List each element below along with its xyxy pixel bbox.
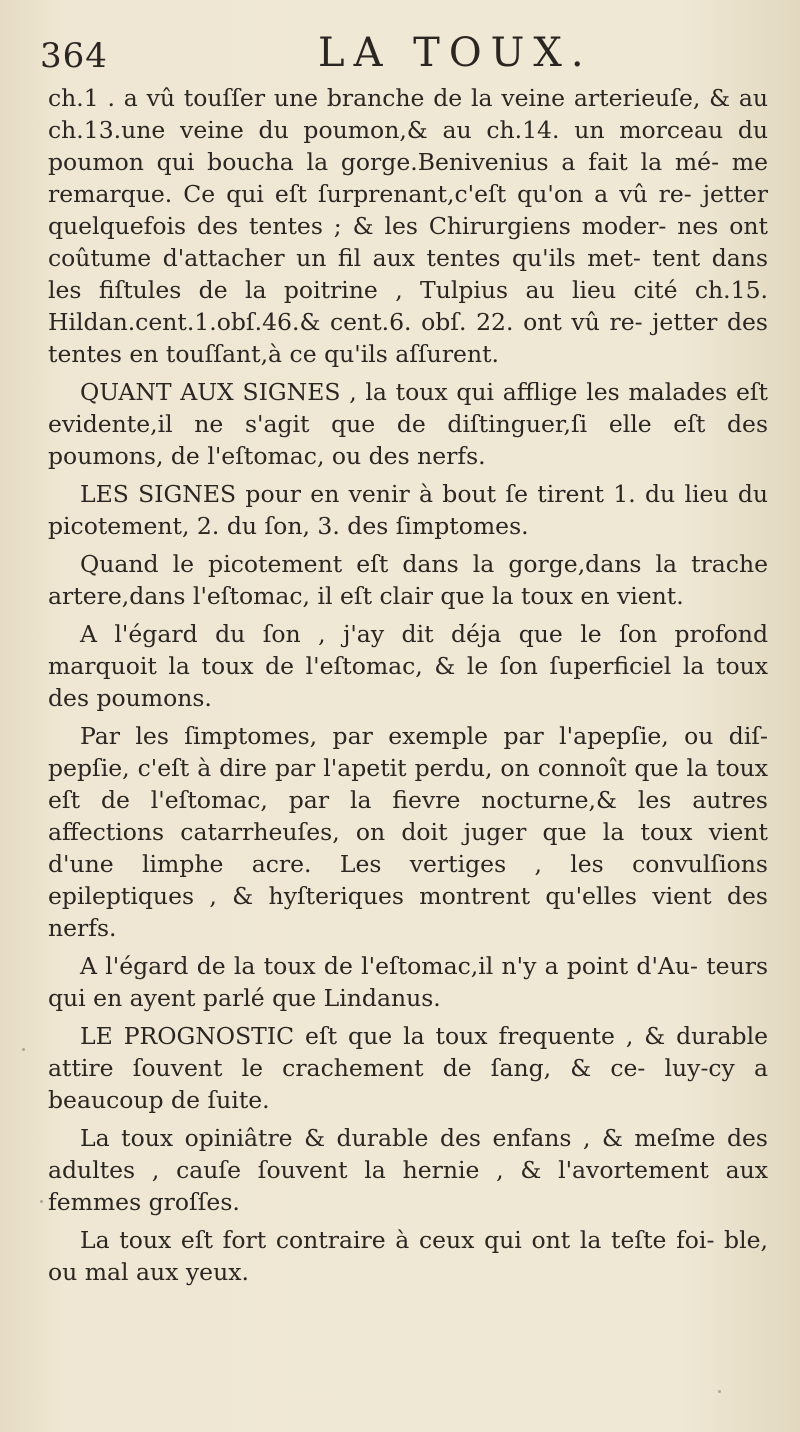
page-header [40,28,780,80]
paragraph-weak-head: La toux eſt fort contraire à ceux qui ont la teſte foi- ble, ou mal aux yeux. [48,1226,768,1286]
paragraph-signs-sources: LES SIGNES pour en venir à bout ſe tirent 1. du lieu du picotement, 2. du ſon, 3. des ſimptomes. [48,480,768,540]
paragraph-continuation: ch.1 . a vû touſſer une branche de la veine arterieuſe, & au ch.13.une veine du poumon,& au ch.14. un morceau du poumon qui boucha la gorge.Benivenius a fait la mé- me remarque. Ce qui eſt ſurprenant,c'eſt qu'on a vû re- jetter quelquefois des tentes ; & les Chirurgiens moder- nes ont coûtume d'attacher un fil aux tentes qu'ils met- tent dans les fiſtules de la poitrine , Tulpius au lieu cité ch.15. Hildan.cent.1.obſ.46.& cent.6. obſ. 22. ont vû re- jetter des tentes en touſſant,à ce qu'ils aſſurent. [48,84,768,368]
body-text [48,82,768,1288]
paragraph-children: La toux opiniâtre & durable des enfans , & meſme des adultes , cauſe ſouvent la hernie , & l'avortement aux femmes groſſes. [48,1124,768,1216]
ink-speck [40,1200,43,1203]
paragraph-stomach-cough: A l'égard de la toux de l'eſtomac,il n'y a point d'Au- teurs qui en ayent parlé que Lindanus. [48,952,768,1012]
ink-speck [22,1048,25,1051]
running-title: LA TOUX. [318,30,593,76]
ink-speck [718,1390,721,1393]
paragraph-signs: QUANT AUX SIGNES , la toux qui afflige les malades eſt evidente,il ne s'agit que de diſtinguer,ſi elle eſt des poumons, de l'eſtomac, ou des nerfs. [48,378,768,470]
page-number: 364 [40,36,108,76]
paragraph-itching: Quand le picotement eſt dans la gorge,dans la trache artere,dans l'eſtomac, il eſt clair que la toux en vient. [48,550,768,610]
paragraph-sound: A l'égard du ſon , j'ay dit déja que le ſon profond marquoit la toux de l'eſtomac, & le ſon ſuperficiel la toux des poumons. [48,620,768,712]
paragraph-symptoms: Par les ſimptomes, par exemple par l'apepſie, ou diſ- pepſie, c'eſt à dire par l'apetit perdu, on connoît que la toux eſt de l'eſtomac, par la fievre nocturne,& les autres affections catarrheuſes, on doit juger que la toux vient d'une limphe acre. Les vertiges , les convulſions epileptiques , & hyſteriques montrent qu'elles vient des nerfs. [48,722,768,942]
paragraph-prognostic: LE PROGNOSTIC eſt que la toux frequente , & durable attire ſouvent le crachement de ſang, & ce- luy-cy a beaucoup de ſuite. [48,1022,768,1114]
